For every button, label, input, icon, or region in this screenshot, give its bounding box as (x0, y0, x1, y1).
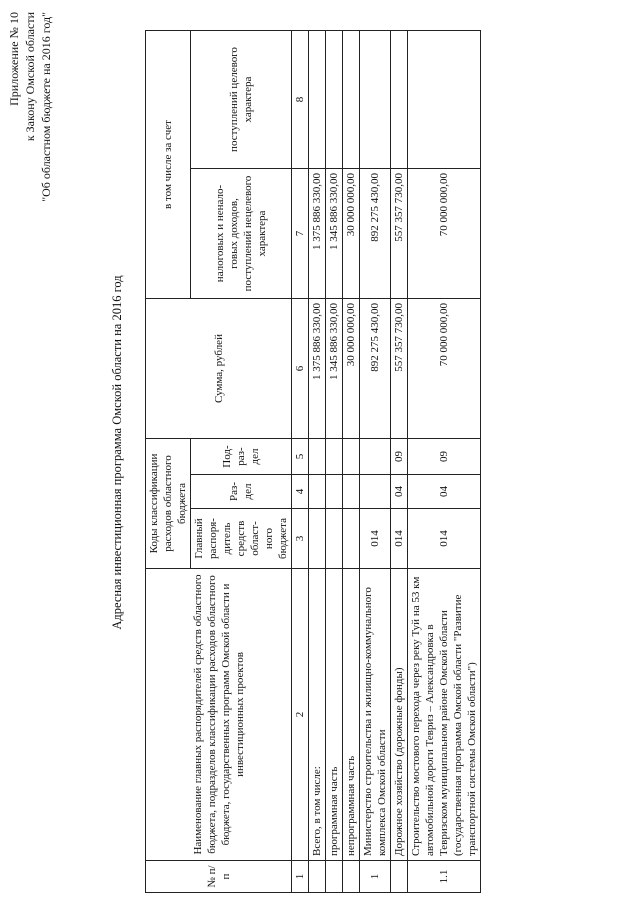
row-num (309, 861, 326, 893)
row-razdel: 04 (391, 475, 408, 509)
row-tax: 892 275 430,00 (360, 169, 391, 299)
row-podrazdel (343, 439, 360, 475)
colnum-4: 4 (292, 475, 309, 509)
row-razdel: 04 (408, 475, 481, 509)
table-row (326, 31, 343, 893)
row-target (343, 31, 360, 169)
row-num: 1 (360, 861, 391, 893)
row-name: Всего, в том числе: (309, 569, 326, 861)
header-tax: налоговых и ненало-говых доходов, поступлений нецелевого характера (191, 169, 292, 299)
header-target: поступлений целевого характера (191, 31, 292, 169)
row-tax: 557 357 730,00 (391, 169, 408, 299)
table-row (309, 31, 326, 893)
row-podrazdel: 09 (408, 439, 481, 475)
row-target (408, 31, 481, 169)
colnum-5: 5 (292, 439, 309, 475)
row-name: Министерство строительства и жилищно-коммунального комплекса Омской области (360, 569, 391, 861)
colnum-6: 6 (292, 299, 309, 439)
row-tax: 30 000 000,00 (343, 169, 360, 299)
table-row (391, 31, 408, 893)
row-razdel (326, 475, 343, 509)
row-name: Строительство мостового перехода через реку Туй на 53 км автомобильной дороги Тевриз – Александровка в Тевризском муниципальном районе Омской области (государственная программа Омской области "Развитие транспортной системы Омской области") (408, 569, 481, 861)
header-num: № п/п (146, 861, 292, 893)
header-sum: Сумма, рублей (146, 299, 292, 439)
row-target (360, 31, 391, 169)
header-name: Наименование главных распорядителей средств областного бюджета, подразделов классификации расходов областного бюджета, государственных программ Омской области и инвестиционных проектов (146, 569, 292, 861)
colnum-7: 7 (292, 169, 309, 299)
row-grbs: 014 (391, 509, 408, 569)
row-sum: 70 000 000,00 (408, 299, 481, 439)
row-target (309, 31, 326, 169)
row-num (391, 861, 408, 893)
law-reference: к Закону Омской области (23, 12, 37, 142)
row-grbs (343, 509, 360, 569)
row-sum: 892 275 430,00 (360, 299, 391, 439)
row-num (326, 861, 343, 893)
colnum-3: 3 (292, 509, 309, 569)
row-name: программная часть (326, 569, 343, 861)
header-incl: в том числе за счет (146, 31, 191, 299)
row-razdel (360, 475, 391, 509)
row-name: непрограммная часть (343, 569, 360, 861)
document-title: Адресная инвестиционная программа Омской области на 2016 год (110, 275, 124, 630)
row-num: 1.1 (408, 861, 481, 893)
row-num (343, 861, 360, 893)
table-row (360, 31, 391, 893)
colnum-2: 2 (292, 569, 309, 861)
row-sum: 1 345 886 330,00 (326, 299, 343, 439)
row-podrazdel (309, 439, 326, 475)
row-target (326, 31, 343, 169)
row-grbs (309, 509, 326, 569)
appendix-header (6, 12, 54, 202)
row-sum: 30 000 000,00 (343, 299, 360, 439)
row-razdel (309, 475, 326, 509)
colnum-8: 8 (292, 31, 309, 169)
row-grbs: 014 (408, 509, 481, 569)
row-grbs: 014 (360, 509, 391, 569)
header-podrazdel: Под-раз-дел (191, 439, 292, 475)
row-grbs (326, 509, 343, 569)
row-sum: 557 357 730,00 (391, 299, 408, 439)
row-podrazdel (326, 439, 343, 475)
law-title: "Об областном бюджете на 2016 год" (39, 12, 53, 202)
table-row (343, 31, 360, 893)
row-tax: 1 345 886 330,00 (326, 169, 343, 299)
row-podrazdel: 09 (391, 439, 408, 475)
row-target (391, 31, 408, 169)
investment-program-table (145, 30, 481, 893)
row-tax: 1 375 886 330,00 (309, 169, 326, 299)
header-grbs: Главный распоря-дитель средств област-ного бюджета (191, 509, 292, 569)
colnum-1: 1 (292, 861, 309, 893)
row-sum: 1 375 886 330,00 (309, 299, 326, 439)
header-codes: Коды классификации расходов областного бюджета (146, 439, 191, 569)
table-row (408, 31, 481, 893)
row-name: Дорожное хозяйство (дорожные фонды) (391, 569, 408, 861)
row-tax: 70 000 000,00 (408, 169, 481, 299)
header-razdel: Раз-дел (191, 475, 292, 509)
row-razdel (343, 475, 360, 509)
row-podrazdel (360, 439, 391, 475)
appendix-number: Приложение № 10 (7, 12, 21, 106)
